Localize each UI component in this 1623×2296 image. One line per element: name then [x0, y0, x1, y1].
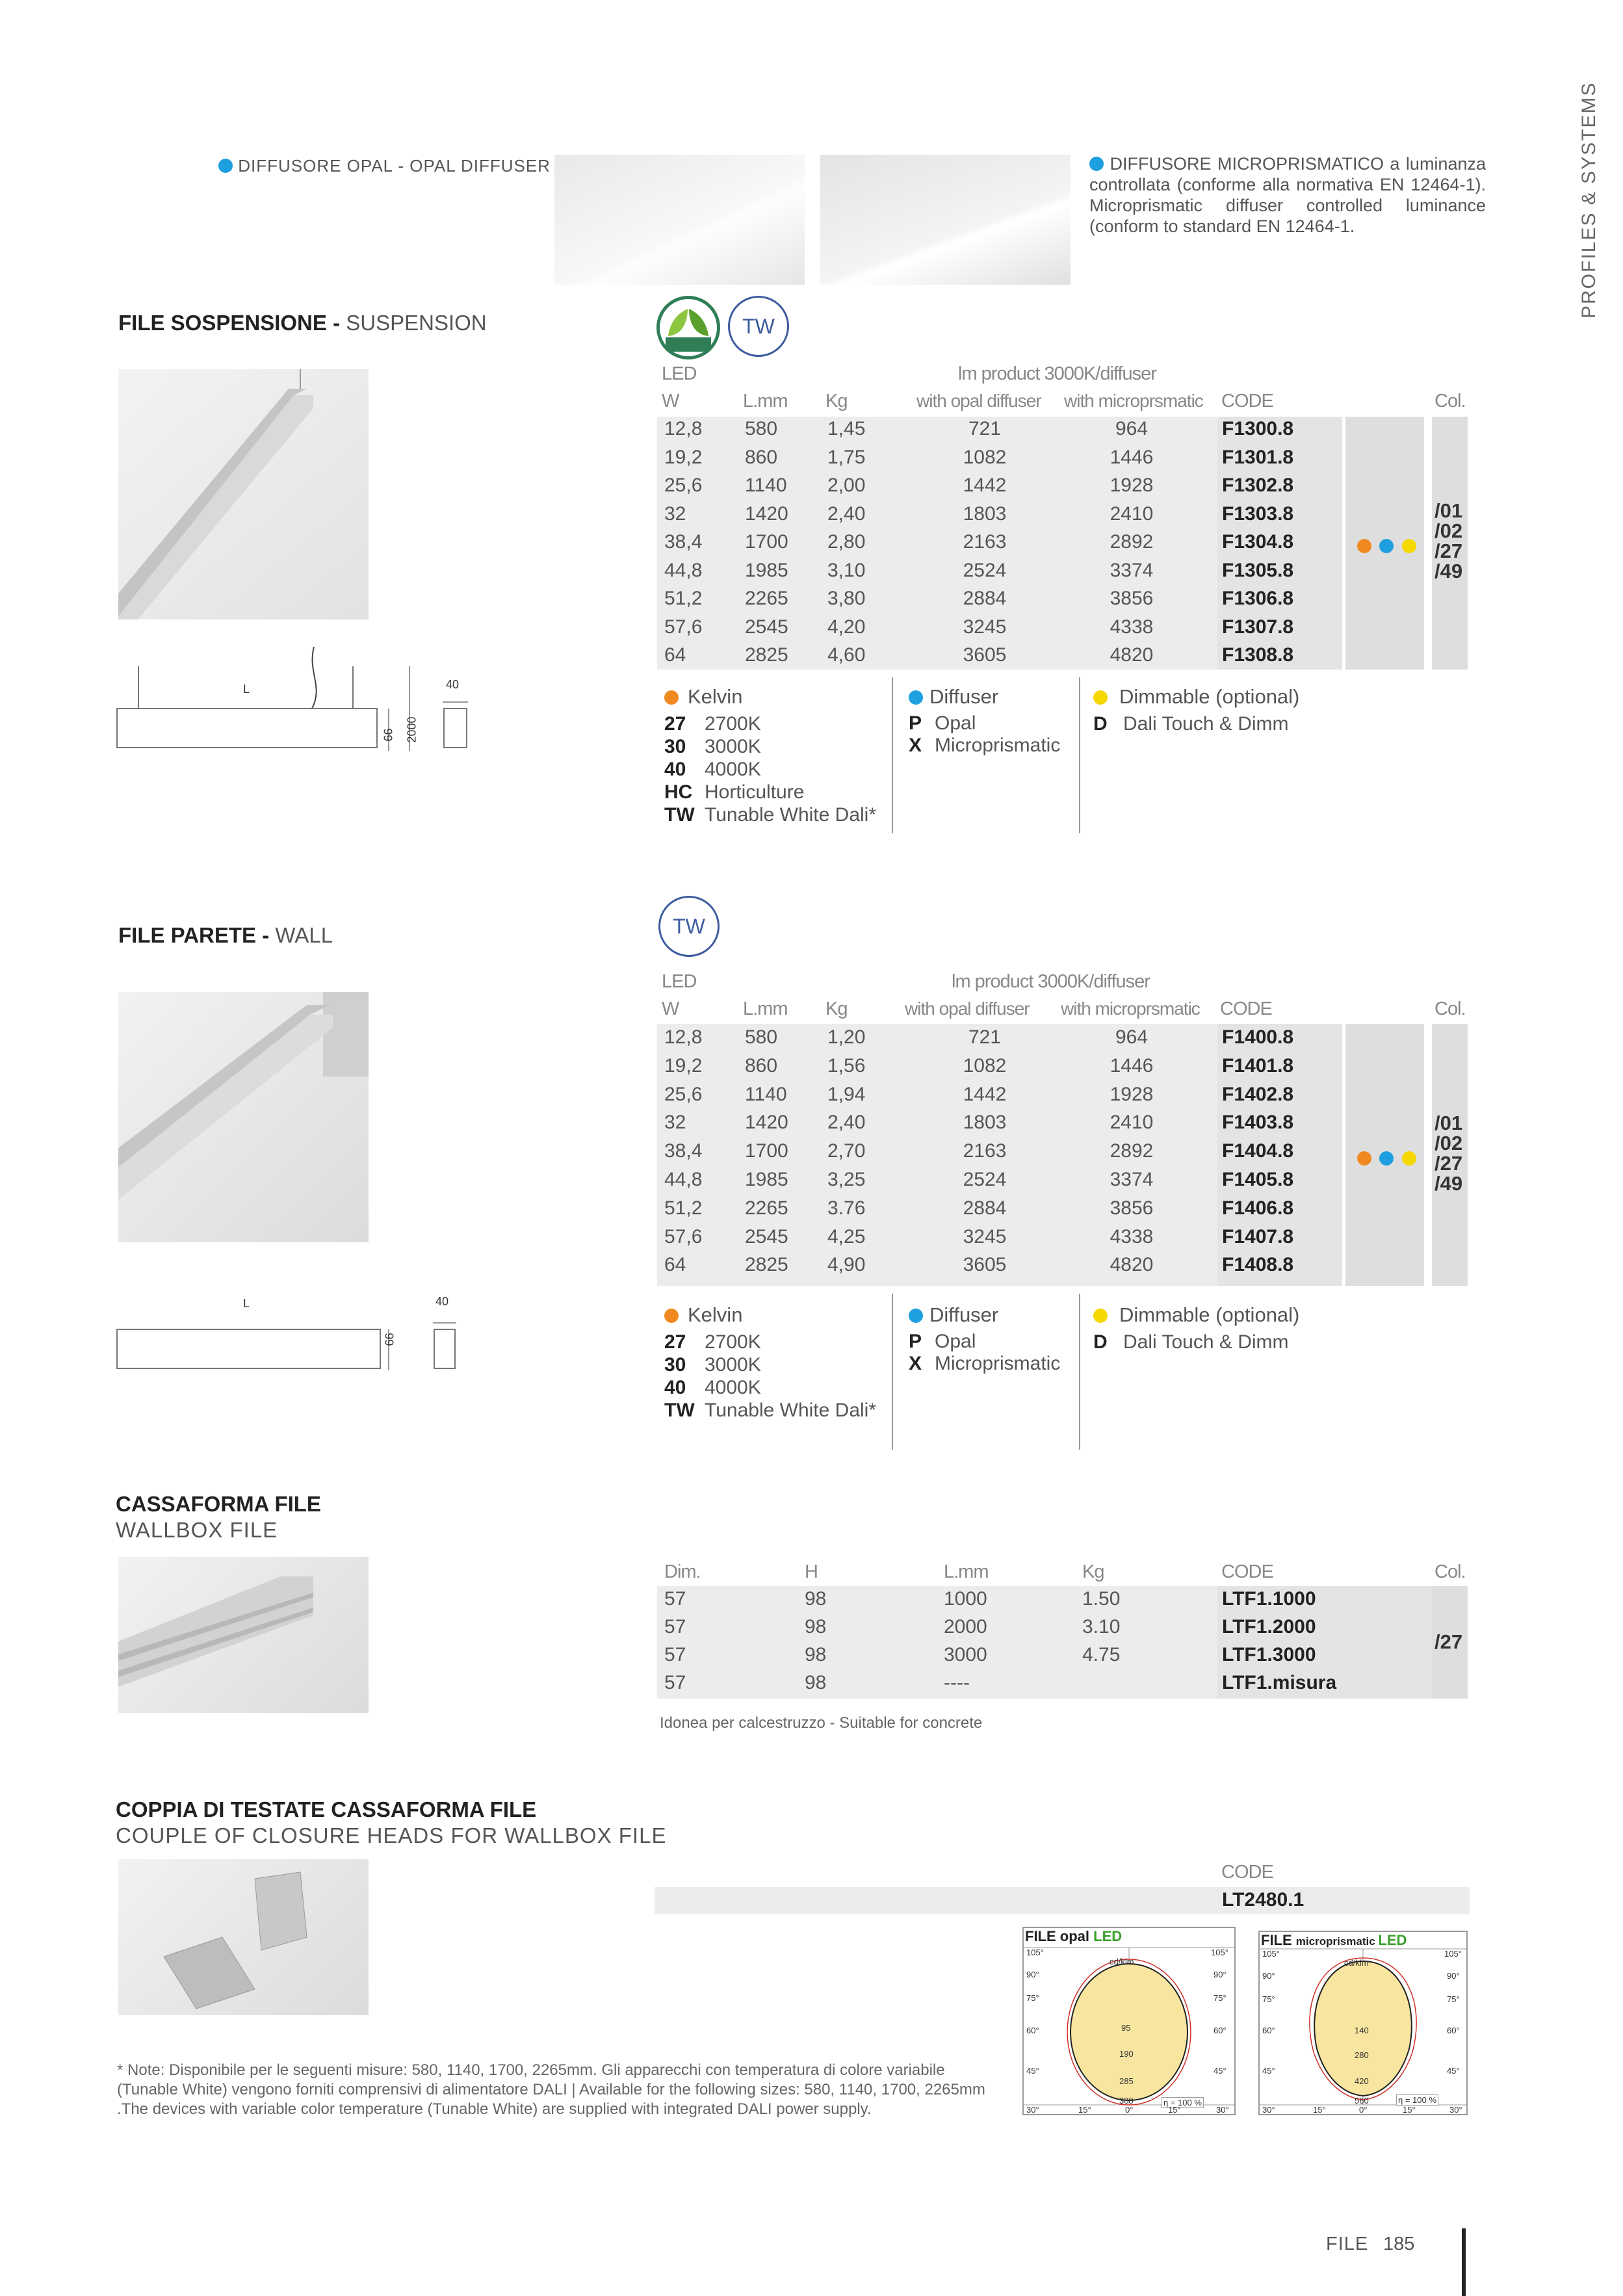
- heads-title: COPPIA DI TESTATE CASSAFORMA FILE: [116, 1797, 537, 1821]
- table-cell: 57: [664, 1672, 686, 1693]
- table-cell: 1000: [944, 1588, 987, 1610]
- yellow-dot-icon: [1093, 1309, 1108, 1323]
- table-cell: 3,25: [827, 1169, 866, 1190]
- angle-label: 75°: [1262, 1994, 1275, 2004]
- micro-chart-title: FILE microprismatic LED: [1261, 1932, 1407, 1948]
- opal-chart-title: FILE opal LED: [1025, 1928, 1123, 1944]
- wallbox-title: CASSAFORMA FILE: [116, 1492, 321, 1516]
- eco-leaf-icon: [656, 296, 720, 359]
- orange-dot-icon: [664, 690, 679, 705]
- table-cell: 1082: [963, 446, 1007, 468]
- opal-efficiency: η = 100 %: [1162, 2097, 1204, 2108]
- kelvin-legend: Kelvin 27 2700K 30 3000K 40 4000K HC Horticulture TW Tunable White Dali*: [664, 685, 877, 826]
- angle-label: 30°: [1216, 2105, 1229, 2115]
- blue-dot-icon: [909, 690, 923, 705]
- hdr-lm-micro: with microprsmatic: [1064, 391, 1203, 411]
- footer-name: FILE: [1326, 2234, 1369, 2254]
- hdr-lm-opal: with opal diffuser: [905, 998, 1030, 1019]
- table-cell: 57: [664, 1644, 686, 1665]
- hdr-lm-title: lm product 3000K/diffuser: [958, 363, 1156, 384]
- product-code: F1304.8: [1222, 531, 1294, 553]
- table-cell: 3605: [963, 644, 1007, 666]
- suspension-product-photo: [118, 369, 369, 620]
- table-cell: 3605: [963, 1254, 1007, 1276]
- angle-label: 30°: [1262, 2105, 1275, 2115]
- opal-diffuser-label: DIFFUSORE OPAL - OPAL DIFFUSER: [218, 156, 551, 176]
- diffuser-legend: Diffuser P Opal X Microprismatic: [909, 685, 1061, 756]
- dim-l-label: L: [243, 1297, 250, 1310]
- table-cell: 1985: [745, 559, 788, 581]
- angle-label: 60°: [1214, 2026, 1227, 2035]
- hdr-kg: Kg: [825, 391, 848, 411]
- closure-heads-drawing: [118, 1859, 369, 2015]
- table-cell: 2825: [745, 644, 788, 666]
- table-cell: 2892: [1110, 531, 1154, 553]
- hdr-col: Col.: [1435, 998, 1466, 1019]
- table-cell: 1140: [745, 1083, 787, 1105]
- blue-dot-icon: [218, 159, 233, 173]
- dim-66-label: 66: [383, 1333, 396, 1346]
- table-cell: 860: [745, 446, 778, 468]
- table-cell: 1420: [745, 502, 788, 525]
- angle-label: 75°: [1447, 1994, 1460, 2004]
- diffuser-legend: Diffuser P Opal X Microprismatic: [909, 1303, 1061, 1374]
- table-cell: 1,94: [827, 1083, 866, 1105]
- wall-product-photo: [118, 992, 369, 1242]
- table-cell: 25,6: [664, 1083, 703, 1105]
- table-cell: 1928: [1110, 475, 1154, 496]
- microprismatic-diffuser-label: DIFFUSORE MICROPRISMATICO a luminanza controllata (conforme alla normativa EN 12464-1). Microprismatic diffuser controlled luminance (conform to standard EN 12464-1.: [1089, 154, 1486, 236]
- angle-label: 15°: [1313, 2105, 1326, 2115]
- angle-label: 15°: [1403, 2105, 1416, 2115]
- table-cell: 1803: [963, 502, 1007, 525]
- product-code: LTF1.misura: [1222, 1672, 1337, 1693]
- hdr-led: LED: [662, 363, 697, 384]
- dimmable-legend: Dimmable (optional) D Dali Touch & Dimm: [1093, 685, 1300, 735]
- orange-dot-icon: [1357, 1151, 1371, 1166]
- table-cell: 1082: [963, 1054, 1007, 1076]
- wallbox-subtitle: WALLBOX FILE: [116, 1518, 278, 1542]
- side-section-label: PROFILES & SYSTEMS: [1578, 81, 1600, 319]
- product-code: F1300.8: [1222, 418, 1294, 439]
- table-cell: 1,45: [827, 418, 866, 439]
- product-code: F1407.8: [1222, 1225, 1294, 1247]
- wall-color-codes: /01 /02 /27 /49: [1435, 1112, 1463, 1195]
- angle-label: 15°: [1078, 2105, 1091, 2115]
- hdr-lmm: L.mm: [743, 391, 788, 411]
- table-cell: 1140: [745, 475, 787, 496]
- dimmable-legend: Dimmable (optional) D Dali Touch & Dimm: [1093, 1303, 1300, 1353]
- table-cell: 3245: [963, 616, 1007, 638]
- wallbox-color-code: /27: [1435, 1630, 1463, 1653]
- table-cell: 860: [745, 1054, 778, 1076]
- table-cell: 2,40: [827, 1112, 866, 1134]
- dim-40-label: 40: [446, 678, 460, 691]
- microprismatic-photometric-chart: [1258, 1931, 1468, 2115]
- micro-value: 280: [1355, 2050, 1369, 2060]
- suspension-profile-drawing: [118, 369, 369, 620]
- dim-l-label: L: [243, 683, 250, 696]
- suspension-color-codes: /01 /02 /27 /49: [1435, 499, 1463, 582]
- blue-dot-icon: [1379, 1151, 1394, 1166]
- table-cell: 4338: [1110, 616, 1154, 638]
- table-cell: 57: [664, 1616, 686, 1637]
- footer-bar: [1462, 2228, 1466, 2296]
- opal-value: 95: [1121, 2023, 1131, 2033]
- table-cell: 2884: [963, 588, 1007, 609]
- table-cell: 12,8: [664, 418, 703, 439]
- angle-label: 45°: [1447, 2066, 1460, 2076]
- footnote: * Note: Disponibile per le seguenti misure: 580, 1140, 1700, 2265mm. Gli apparecchi con temperatura di colore variabile (Tunable White) vengono forniti comprensivi di alimentatore DALI | Available for the following sizes: 580, 1140, 1700, 2265mm .The devices with variable color temperature (Tunable White) are supplied with integrated DALI power supply.: [117, 2061, 985, 2118]
- heads-subtitle: COUPLE OF CLOSURE HEADS FOR WALLBOX FILE: [116, 1823, 667, 1847]
- table-cell: 2545: [745, 616, 788, 638]
- table-cell: 2265: [745, 588, 788, 609]
- hdr-kg: Kg: [825, 998, 848, 1019]
- dim-2000-label: 2000: [405, 716, 419, 743]
- table-cell: 721: [968, 1026, 1002, 1048]
- table-cell: 2410: [1110, 1112, 1154, 1134]
- table-cell: 964: [1115, 1026, 1149, 1048]
- hdr-h: H: [805, 1561, 818, 1582]
- wall-dimension-diagram: [116, 1300, 480, 1372]
- micro-value: 560: [1355, 2096, 1369, 2106]
- table-cell: 4338: [1110, 1225, 1154, 1247]
- angle-label: 90°: [1026, 1970, 1039, 1979]
- product-code: F1301.8: [1222, 446, 1294, 468]
- hdr-led: LED: [662, 971, 697, 992]
- table-cell: 1.50: [1082, 1588, 1121, 1610]
- blue-dot-icon: [909, 1309, 923, 1323]
- table-cell: 2892: [1110, 1140, 1154, 1162]
- table-cell: 98: [805, 1616, 827, 1637]
- table-cell: 51,2: [664, 588, 703, 609]
- micro-unit: cd/klm: [1344, 1958, 1369, 1968]
- table-cell: 3245: [963, 1225, 1007, 1247]
- opal-value: 380: [1119, 2096, 1134, 2106]
- table-background: [657, 1586, 1217, 1699]
- angle-label: 15°: [1168, 2105, 1181, 2115]
- micro-value: 140: [1355, 2026, 1369, 2035]
- product-code: F1307.8: [1222, 616, 1294, 638]
- tw-badge-wall: TW: [658, 896, 720, 957]
- table-cell: 4,90: [827, 1254, 866, 1276]
- finish-dots: [1357, 1151, 1416, 1169]
- product-code: LTF1.2000: [1222, 1616, 1316, 1637]
- table-cell: 44,8: [664, 559, 703, 581]
- table-cell: 38,4: [664, 1140, 703, 1162]
- wallbox-product-photo: [118, 1557, 369, 1713]
- table-cell: 580: [745, 1026, 778, 1048]
- angle-label: 90°: [1214, 1970, 1227, 1979]
- angle-label: 0°: [1125, 2105, 1134, 2115]
- product-code: F1406.8: [1222, 1197, 1294, 1219]
- table-cell: 19,2: [664, 446, 703, 468]
- table-cell: 2163: [963, 1140, 1007, 1162]
- micro-value: 420: [1355, 2076, 1369, 2086]
- hdr-code: CODE: [1221, 391, 1273, 411]
- table-cell: 32: [664, 1112, 686, 1134]
- table-cell: 98: [805, 1588, 827, 1610]
- opal-diffuser-photo: [554, 155, 805, 285]
- table-cell: 1420: [745, 1112, 788, 1134]
- table-cell: 1700: [745, 1140, 788, 1162]
- table-cell: 3.10: [1082, 1616, 1121, 1637]
- table-cell: 44,8: [664, 1169, 703, 1190]
- page-number: 185: [1383, 2234, 1415, 2254]
- table-cell: 57,6: [664, 616, 703, 638]
- table-cell: 1,56: [827, 1054, 866, 1076]
- hdr-lmm: L.mm: [743, 998, 788, 1019]
- table-cell: 2545: [745, 1225, 788, 1247]
- angle-label: 60°: [1447, 2026, 1460, 2035]
- hdr-lm-opal: with opal diffuser: [916, 391, 1041, 411]
- table-cell: 57: [664, 1588, 686, 1610]
- table-cell: 32: [664, 502, 686, 525]
- table-cell: 964: [1115, 418, 1149, 439]
- table-cell: 721: [968, 418, 1002, 439]
- product-code: F1302.8: [1222, 475, 1294, 496]
- table-cell: 4820: [1110, 644, 1154, 666]
- table-cell: 2524: [963, 1169, 1007, 1190]
- hdr-col: Col.: [1435, 391, 1466, 411]
- table-cell: 19,2: [664, 1054, 703, 1076]
- yellow-dot-icon: [1093, 690, 1108, 705]
- angle-label: 45°: [1214, 2066, 1227, 2076]
- table-cell: 1,75: [827, 446, 866, 468]
- table-cell: 38,4: [664, 531, 703, 553]
- tw-badge-suspension: TW: [728, 296, 789, 357]
- angle-label: 90°: [1447, 1971, 1460, 1981]
- table-cell: 2000: [944, 1616, 987, 1637]
- angle-label: 105°: [1262, 1949, 1280, 1959]
- product-code: F1405.8: [1222, 1169, 1294, 1190]
- hdr-col: Col.: [1435, 1561, 1466, 1582]
- heads-product-photo: [118, 1859, 369, 2015]
- table-cell: 57,6: [664, 1225, 703, 1247]
- legend-divider: [1079, 1294, 1080, 1450]
- heads-code-row: [655, 1887, 1470, 1914]
- table-cell: 2,80: [827, 531, 866, 553]
- product-code: F1303.8: [1222, 502, 1294, 525]
- angle-label: 75°: [1026, 1993, 1039, 2003]
- table-cell: 1985: [745, 1169, 788, 1190]
- angle-label: 75°: [1214, 1993, 1227, 2003]
- table-cell: 64: [664, 1254, 686, 1276]
- table-cell: 12,8: [664, 1026, 703, 1048]
- table-cell: 3,10: [827, 559, 866, 581]
- table-cell: 2825: [745, 1254, 788, 1276]
- dim-66-label: 66: [382, 728, 395, 742]
- legend-divider: [1079, 677, 1080, 833]
- table-cell: 3856: [1110, 1197, 1154, 1219]
- microprismatic-diffuser-photo: [820, 155, 1071, 285]
- angle-label: 60°: [1026, 2026, 1039, 2035]
- yellow-dot-icon: [1402, 1151, 1416, 1166]
- table-cell: 1803: [963, 1112, 1007, 1134]
- table-cell: ----: [944, 1672, 970, 1693]
- micro-efficiency: η = 100 %: [1396, 2094, 1438, 2106]
- hdr-code: CODE: [1221, 1561, 1273, 1582]
- blue-dot-icon: [1089, 157, 1104, 171]
- legend-divider: [892, 1294, 893, 1450]
- angle-label: 105°: [1211, 1948, 1228, 1957]
- product-code: LTF1.3000: [1222, 1644, 1316, 1665]
- table-cell: 1700: [745, 531, 788, 553]
- product-code: F1402.8: [1222, 1083, 1294, 1105]
- table-cell: 4,20: [827, 616, 866, 638]
- hdr-kg: Kg: [1082, 1561, 1104, 1582]
- opal-value: 285: [1119, 2076, 1134, 2086]
- table-cell: 64: [664, 644, 686, 666]
- table-cell: 1446: [1110, 446, 1154, 468]
- heads-code: LT2480.1: [1222, 1889, 1305, 1911]
- angle-label: 45°: [1026, 2066, 1039, 2076]
- table-cell: 2,40: [827, 502, 866, 525]
- product-code: F1408.8: [1222, 1254, 1294, 1276]
- table-cell: 4820: [1110, 1254, 1154, 1276]
- table-cell: 98: [805, 1672, 827, 1693]
- angle-label: 0°: [1359, 2105, 1368, 2115]
- table-cell: 2163: [963, 531, 1007, 553]
- orange-dot-icon: [664, 1309, 679, 1323]
- heads-code-header: CODE: [1221, 1862, 1273, 1883]
- table-cell: 3000: [944, 1644, 987, 1665]
- wallbox-note: Idonea per calcestruzzo - Suitable for concrete: [660, 1714, 983, 1732]
- hdr-lm-title: lm product 3000K/diffuser: [952, 971, 1150, 992]
- opal-unit: cd/klm: [1110, 1957, 1134, 1966]
- hdr-code: CODE: [1220, 998, 1272, 1019]
- wall-title: FILE PARETE - WALL: [118, 923, 333, 947]
- product-code: F1403.8: [1222, 1112, 1294, 1134]
- table-cell: 3.76: [827, 1197, 866, 1219]
- product-code: F1306.8: [1222, 588, 1294, 609]
- kelvin-legend: Kelvin 27 2700K 30 3000K 40 4000K TW Tunable White Dali*: [664, 1303, 877, 1421]
- table-cell: 4.75: [1082, 1644, 1121, 1665]
- table-cell: 3,80: [827, 588, 866, 609]
- table-cell: 1442: [963, 475, 1007, 496]
- hdr-w: W: [662, 391, 679, 411]
- wall-profile-drawing: [118, 992, 369, 1242]
- opal-value: 190: [1119, 2049, 1134, 2059]
- hdr-dim: Dim.: [664, 1561, 701, 1582]
- product-code: LTF1.1000: [1222, 1588, 1316, 1610]
- product-code: F1401.8: [1222, 1054, 1294, 1076]
- product-code: F1308.8: [1222, 644, 1294, 666]
- table-cell: 1446: [1110, 1054, 1154, 1076]
- suspension-title: FILE SOSPENSIONE - SUSPENSION: [118, 311, 487, 335]
- table-cell: 3374: [1110, 1169, 1154, 1190]
- table-cell: 3856: [1110, 588, 1154, 609]
- suspension-dimension-diagram: [116, 647, 480, 764]
- angle-label: 90°: [1262, 1971, 1275, 1981]
- table-cell: 1928: [1110, 1083, 1154, 1105]
- table-cell: 51,2: [664, 1197, 703, 1219]
- table-cell: 25,6: [664, 475, 703, 496]
- dim-40-label: 40: [435, 1295, 449, 1308]
- angle-label: 105°: [1444, 1949, 1462, 1959]
- product-code: F1305.8: [1222, 559, 1294, 581]
- legend-divider: [892, 677, 893, 833]
- yellow-dot-icon: [1402, 539, 1416, 553]
- table-cell: 1,20: [827, 1026, 866, 1048]
- hdr-w: W: [662, 998, 679, 1019]
- table-cell: 2410: [1110, 502, 1154, 525]
- table-cell: 2,70: [827, 1140, 866, 1162]
- angle-label: 30°: [1026, 2105, 1039, 2115]
- table-cell: 3374: [1110, 559, 1154, 581]
- wallbox-profile-drawing: [118, 1557, 369, 1713]
- table-cell: 4,60: [827, 644, 866, 666]
- table-cell: 98: [805, 1644, 827, 1665]
- product-code: F1400.8: [1222, 1026, 1294, 1048]
- hdr-lmm: L.mm: [944, 1561, 989, 1582]
- hdr-lm-micro: with microprsmatic: [1061, 998, 1200, 1019]
- angle-label: 105°: [1026, 1948, 1044, 1957]
- table-cell: 2265: [745, 1197, 788, 1219]
- table-cell: 4,25: [827, 1225, 866, 1247]
- angle-label: 45°: [1262, 2066, 1275, 2076]
- table-cell: 1442: [963, 1083, 1007, 1105]
- table-cell: 2,00: [827, 475, 866, 496]
- product-code: F1404.8: [1222, 1140, 1294, 1162]
- opal-photometric-chart: [1022, 1927, 1236, 2115]
- finish-dots: [1357, 539, 1416, 556]
- blue-dot-icon: [1379, 539, 1394, 553]
- angle-label: 30°: [1449, 2105, 1462, 2115]
- table-cell: 2884: [963, 1197, 1007, 1219]
- orange-dot-icon: [1357, 539, 1371, 553]
- table-cell: 580: [745, 418, 778, 439]
- table-cell: 2524: [963, 559, 1007, 581]
- angle-label: 60°: [1262, 2026, 1275, 2035]
